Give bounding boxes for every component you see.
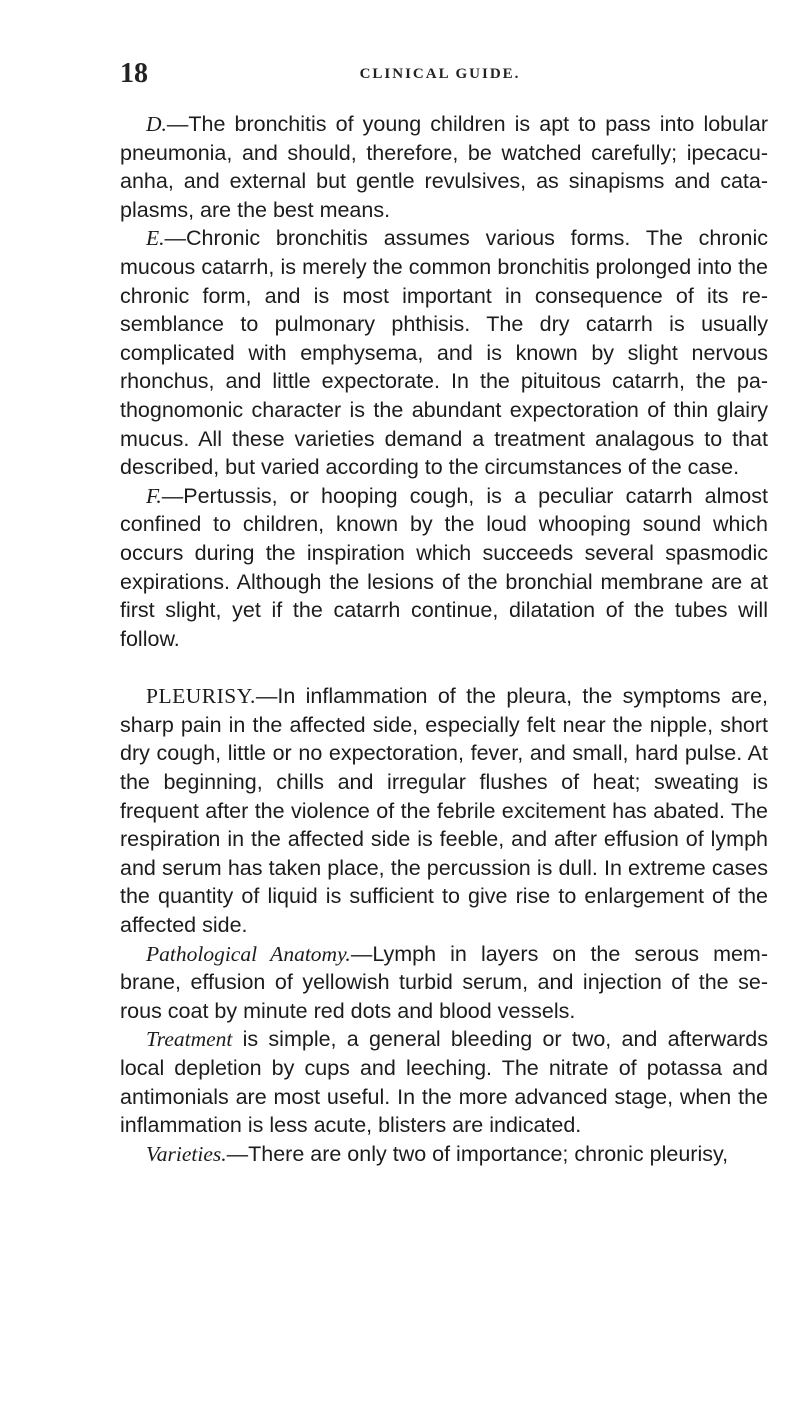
paragraph-label: E. (146, 226, 165, 251)
page-number: 18 (120, 58, 148, 89)
paragraph-text: —The bronchitis of young children is apt to pass into lobular pneumonia, and should, therefore, be watched carefully; ipecacu-anha, and external but gentle revulsives, as sinapisms and cata-plasms, are the best means. (120, 112, 768, 222)
section-heading: PLEURISY. (146, 684, 256, 709)
paragraph-pathological-anatomy (120, 940, 768, 1026)
paragraph-text: —In inflammation of the pleura, the symptoms are, sharp pain in the affected side, especially felt near the nipple, short dry cough, little or no expectoration, fever, and small, hard pulse. At the beginning, chills and irregular flushes of heat; sweating is frequent after the violence of the febrile excitement has abated. The respiration in the affected side is feeble, and after effusion of lymph and serum has taken place, the percussion is dull. In extreme cases the quantity of liquid is sufficient to give rise to enlargement of the affected side. (120, 684, 768, 938)
paragraph-label: F. (146, 483, 162, 508)
paragraph-f (120, 482, 768, 654)
paragraph-text: —Chronic bronchitis assumes various forms. The chronic mucous catarrh, is merely the common bronchitis prolonged into the chronic form, and is most important in consequence of its re-semblance to pulmonary phthisis. The dry catarrh is usually complicated with emphysema, and is known by slight nervous rhonchus, and little expectorate. In the pituitous catarrh, the pa-thognomonic character is the abundant expectoration of thin glairy mucus. All these varieties demand a treatment analagous to that described, but varied according to the circumstances of the case. (120, 226, 768, 480)
paragraph-text: is simple, a general bleeding or two, and afterwards local depletion by cups and leeching. The nitrate of potassa and antimonials are most useful. In the more advanced stage, when the inflammation is less acute, blisters are indicated. (120, 1027, 768, 1138)
paragraph-text: —Pertussis, or hooping cough, is a peculiar catarrh almost confined to children, known by the loud whooping sound which occurs during the inspiration which succeeds several spasmodic expirations. Although the lesions of the bronchial membrane are at first slight, yet if the catarrh continue, dilatation of the tubes will follow. (120, 483, 768, 651)
paragraph-d (120, 110, 768, 224)
paragraph-text: —There are only two of importance; chronic pleurisy, (226, 1141, 729, 1166)
paragraph-treatment (120, 1025, 768, 1139)
section-pleurisy (120, 682, 768, 939)
paragraph-varieties (120, 1140, 768, 1169)
running-head (120, 58, 760, 98)
body-text (120, 110, 768, 1168)
paragraph-label: Treatment (146, 1027, 233, 1052)
paragraph-label: Pathological Anatomy. (146, 941, 351, 966)
running-title: CLINICAL GUIDE. (359, 66, 521, 82)
paragraph-label: D. (146, 112, 167, 136)
paragraph-label: Varieties. (146, 1141, 227, 1166)
paragraph-text: —Lymph in layers on the serous mem-brane, effusion of yellowish turbid serum, and injection of the se-rous coat by minute red dots and blood vessels. (120, 941, 769, 1023)
paragraph-e (120, 224, 768, 481)
